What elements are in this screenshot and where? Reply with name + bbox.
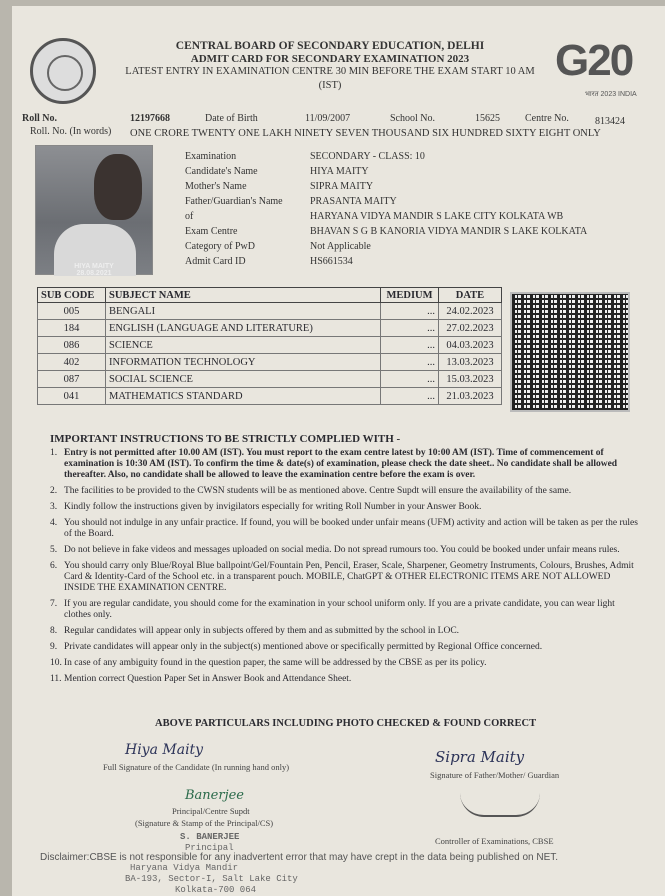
- detail-label: Mother's Name: [185, 181, 247, 192]
- medium: ...: [381, 371, 439, 388]
- instruction-item: 5. Do not believe in fake videos and messages uploaded on social media. Do not spread rumours too. You could be booked under unfair means rules.: [50, 545, 620, 555]
- verification-note: ABOVE PARTICULARS INCLUDING PHOTO CHECKED & FOUND CORRECT: [155, 718, 537, 729]
- instruction-item: 7. If you are regular candidate, you should come for the examination in your school uniform only. If you are a private candidate, you can wear light clothes only.: [50, 599, 615, 620]
- candidate-photo: [35, 145, 153, 275]
- centre-no-label: Centre No.: [525, 113, 569, 124]
- principal-stamp-label: (Signature & Stamp of the Principal/CS): [135, 818, 274, 828]
- medium: ...: [381, 303, 439, 320]
- sub-code: 087: [38, 371, 106, 388]
- g20-tagline: भारत 2023 INDIA: [585, 91, 637, 98]
- stamp-address-2: BA-193, Sector-I, Salt Lake City: [125, 874, 298, 884]
- instruction-item: 11. Mention correct Question Paper Set in Answer Book and Attendance Sheet.: [50, 674, 352, 684]
- detail-value: HARYANA VIDYA MANDIR S LAKE CITY KOLKATA WB: [310, 211, 564, 222]
- detail-value: SIPRA MAITY: [310, 181, 374, 192]
- exam-date: 13.03.2023: [439, 354, 502, 371]
- principal-signature: Banerjee: [185, 788, 245, 803]
- entry-notice: LATEST ENTRY IN EXAMINATION CENTRE 30 MIN BEFORE THE EXAM START 10 AM: [125, 66, 535, 77]
- subject-name: MATHEMATICS STANDARD: [106, 388, 381, 405]
- controller-label: Controller of Examinations, CBSE: [435, 836, 554, 846]
- exam-date: 04.03.2023: [439, 337, 502, 354]
- roll-words: ONE CRORE TWENTY ONE LAKH NINETY SEVEN THOUSAND SIX HUNDRED SIXTY EIGHT ONLY: [130, 128, 601, 139]
- table-row: [38, 337, 502, 354]
- sub-code: 402: [38, 354, 106, 371]
- detail-label: Father/Guardian's Name: [185, 196, 283, 207]
- sub-code: 086: [38, 337, 106, 354]
- instruction-item: 2. The facilities to be provided to the CWSN students will be as mentioned above. Centre Supdt will ensure the availability of the same.: [50, 486, 572, 496]
- subject-name: SCIENCE: [106, 337, 381, 354]
- instruction-item: 10. In case of any ambiguity found in the question paper, the same will be addressed by the CBSE as per its policy.: [50, 658, 487, 668]
- col-subject-name: SUBJECT NAME: [106, 288, 381, 303]
- exam-date: 15.03.2023: [439, 371, 502, 388]
- sub-code: 184: [38, 320, 106, 337]
- roll-words-label: Roll. No. (In words): [30, 126, 112, 137]
- exam-date: 27.02.2023: [439, 320, 502, 337]
- instructions-title: IMPORTANT INSTRUCTIONS TO BE STRICTLY COMPLIED WITH -: [50, 433, 401, 445]
- photo-date: 28.08.2021: [76, 270, 112, 277]
- subject-name: SOCIAL SCIENCE: [106, 371, 381, 388]
- detail-label: Examination: [185, 151, 237, 162]
- photo-name: HIYA MAITY: [74, 263, 114, 270]
- subjects-table: [37, 287, 502, 405]
- stamp-title: Principal: [185, 843, 234, 853]
- controller-signature: [460, 793, 540, 817]
- entry-notice-ist: (IST): [318, 80, 342, 91]
- table-row: [38, 388, 502, 405]
- photo-face: [94, 154, 142, 220]
- dob-label: Date of Birth: [205, 113, 258, 124]
- stamp-address-3: Kolkata-700 064: [175, 885, 257, 895]
- roll-no-label: Roll No.: [22, 113, 57, 124]
- table-row: [38, 354, 502, 371]
- qr-code: [510, 292, 630, 412]
- instruction-item: 6. You should carry only Blue/Royal Blue ballpoint/Gel/Fountain Pen, Pencil, Eraser, Scale, Sharpener, Geometry Instruments, Colours, Brushes, Admit Card & Identity-Card of the School etc. in a transparent pouch. MOBILE, ChatGPT & OTHER ELECTRONIC ITEMS ARE NOT ALLOWED INSIDE THE EXAMINATION CENTRE.: [50, 561, 634, 593]
- stamp-address-1: Haryana Vidya Mandir: [130, 863, 239, 873]
- photo-caption: [35, 263, 153, 277]
- board-title: CENTRAL BOARD OF SECONDARY EDUCATION, DELHI: [175, 40, 485, 52]
- detail-value: HS661534: [310, 256, 353, 267]
- detail-value: Not Applicable: [310, 241, 371, 252]
- school-no-label: School No.: [390, 113, 435, 124]
- candidate-signature-label: Full Signature of the Candidate (In running hand only): [103, 762, 290, 772]
- detail-label: Candidate's Name: [185, 166, 258, 177]
- detail-label: of: [185, 211, 194, 222]
- instruction-item: 3. Kindly follow the instructions given by invigilators especially for writing Roll Number in your Answer Book.: [50, 502, 482, 512]
- cbse-logo: [30, 38, 96, 104]
- detail-label: Category of PwD: [185, 241, 255, 252]
- medium: ...: [381, 337, 439, 354]
- card-title: ADMIT CARD FOR SECONDARY EXAMINATION 2023: [190, 53, 470, 65]
- disclaimer: Disclaimer:CBSE is not responsible for any inadvertent error that may have crept in the data being published on NET.: [40, 852, 559, 863]
- parent-signature: Sipra Maity: [435, 748, 525, 766]
- col-medium: MEDIUM: [381, 288, 439, 303]
- instruction-item: 9. Private candidates will appear only in the subject(s) mentioned above or specifically permitted by Regional Office concerned.: [50, 642, 543, 652]
- detail-label: Admit Card ID: [185, 256, 246, 267]
- col-sub-code: SUB CODE: [38, 288, 106, 303]
- roll-no: 12197668: [130, 113, 170, 124]
- instruction-item: 4. You should not indulge in any unfair practice. If found, you will be booked under unfair means (UFM) activity and action will be taken as per the rules of the Board.: [50, 518, 638, 539]
- school-no: 15625: [475, 113, 500, 124]
- stamp-name: S. BANERJEE: [180, 832, 240, 842]
- detail-value: HIYA MAITY: [310, 166, 369, 177]
- detail-value: BHAVAN S G B KANORIA VIDYA MANDIR S LAKE KOLKATA: [310, 226, 588, 237]
- subject-name: ENGLISH (LANGUAGE AND LITERATURE): [106, 320, 381, 337]
- instruction-item: 1. Entry is not permitted after 10.00 AM (IST). You must report to the exam centre latest by 10:00 AM (IST). Time of commencement of examination is 10:30 AM (IST). To confirm the time & date(s) of examination, please check the date sheet.. No candidate shall be allowed thereafter. Also, no candidate shall be allowed to leave the examination centre before the exam is over.: [50, 448, 618, 480]
- exam-date: 21.03.2023: [439, 388, 502, 405]
- detail-value: SECONDARY - CLASS: 10: [310, 151, 425, 162]
- centre-no: 813424: [595, 116, 625, 127]
- col-date: DATE: [439, 288, 502, 303]
- instructions-list: [50, 448, 640, 690]
- principal-label: Principal/Centre Supdt: [172, 806, 250, 816]
- g20-logo: G20: [555, 36, 633, 85]
- subject-name: BENGALI: [106, 303, 381, 320]
- detail-label: Exam Centre: [185, 226, 238, 237]
- sub-code: 041: [38, 388, 106, 405]
- candidate-signature: Hiya Maity: [125, 742, 204, 758]
- table-header-row: [38, 288, 502, 303]
- parent-signature-label: Signature of Father/Mother/ Guardian: [430, 770, 560, 780]
- exam-date: 24.02.2023: [439, 303, 502, 320]
- medium: ...: [381, 388, 439, 405]
- sub-code: 005: [38, 303, 106, 320]
- dob: 11/09/2007: [305, 113, 351, 124]
- table-row: [38, 320, 502, 337]
- table-row: [38, 371, 502, 388]
- subject-name: INFORMATION TECHNOLOGY: [106, 354, 381, 371]
- medium: ...: [381, 354, 439, 371]
- detail-value: PRASANTA MAITY: [310, 196, 397, 207]
- instruction-item: 8. Regular candidates will appear only in subjects offered by them and as submitted by the school in LOC.: [50, 626, 460, 636]
- medium: ...: [381, 320, 439, 337]
- table-row: [38, 303, 502, 320]
